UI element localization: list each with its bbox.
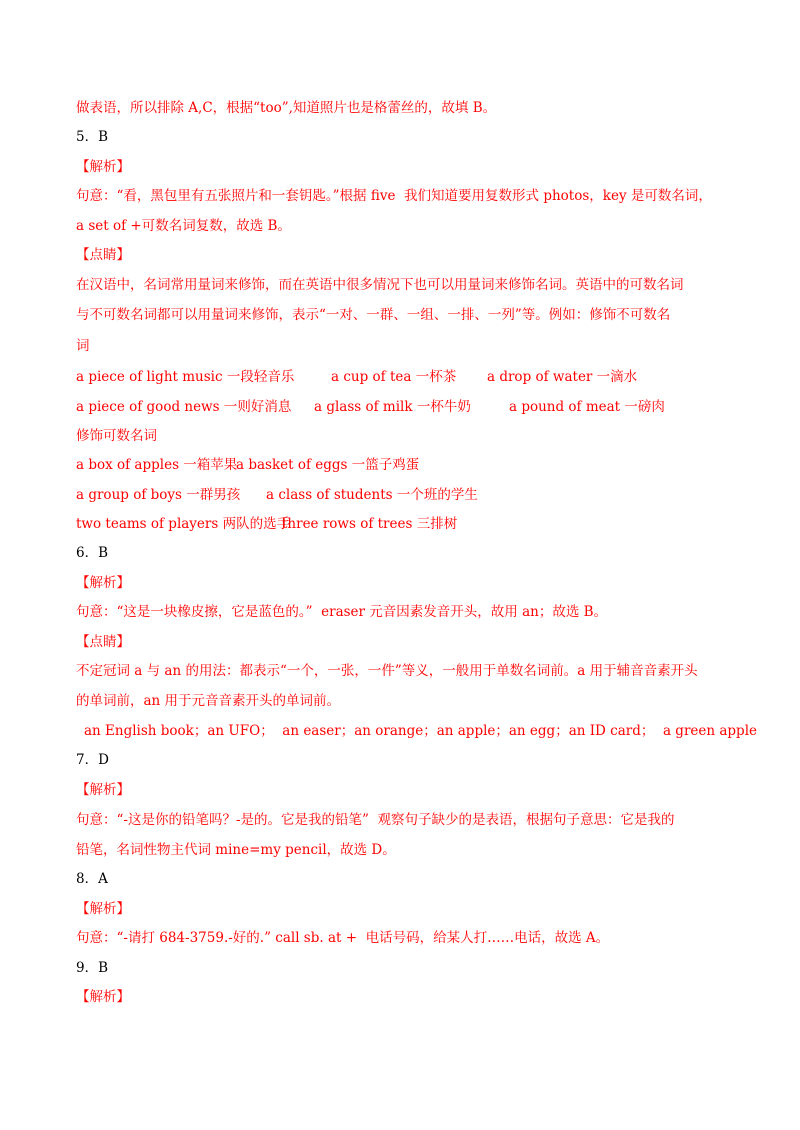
example-phrase: a pound of meat 一磅肉 <box>509 399 665 415</box>
answer-number: 7．D <box>76 752 109 768</box>
analysis-heading: 【解析】 <box>76 575 130 591</box>
example-phrase: two teams of players 两队的选手 <box>76 516 291 532</box>
answer-text: 做表语，所以排除 A,C，根据“too”,知道照片也是格蕾丝的，故填 B。 <box>76 100 497 116</box>
example-phrase: a basket of eggs 一篮子鸡蛋 <box>236 457 420 473</box>
analysis-text: a set of +可数名词复数，故选 B。 <box>76 218 291 234</box>
tip-heading: 【点睛】 <box>76 247 130 263</box>
example-phrase: a class of students 一个班的学生 <box>266 487 478 503</box>
answer-number: 6．B <box>76 545 109 561</box>
example-phrase: a group of boys 一群男孩 <box>76 487 241 503</box>
analysis-heading: 【解析】 <box>76 159 130 175</box>
analysis-text: 句意：“-这是你的铅笔吗？-是的。它是我的铅笔” 观察句子缺少的是表语，根据句子意思：它是我的 <box>76 812 675 828</box>
tip-text: 在汉语中，名词常用量词来修饰，而在英语中很多情况下也可以用量词来修饰名词。英语中的可数名词 <box>76 277 684 293</box>
example-phrase: a piece of good news 一则好消息 <box>76 399 292 415</box>
answer-number: 5．B <box>76 129 109 145</box>
section-label: 修饰可数名词 <box>76 428 157 444</box>
analysis-heading: 【解析】 <box>76 989 130 1005</box>
tip-text: an English book；an UFO； an easer；an orange；an apple；an egg；an ID card； a green apple <box>84 723 758 739</box>
example-phrase: a piece of light music 一段轻音乐 <box>76 369 295 385</box>
analysis-text: 句意：“-请打 684-3759.-好的.” call sb. at + 电话号码，给某人打……电话，故选 A。 <box>76 930 610 946</box>
tip-text: 词 <box>76 338 90 354</box>
example-phrase: three rows of trees 三排树 <box>282 516 458 532</box>
answer-number: 8．A <box>76 871 108 887</box>
analysis-heading: 【解析】 <box>76 782 130 798</box>
example-phrase: a drop of water 一滴水 <box>487 369 638 385</box>
analysis-text: 铅笔，名词性物主代词 mine=my pencil，故选 D。 <box>76 842 396 858</box>
answer-number: 9．B <box>76 960 109 976</box>
example-phrase: a box of apples 一箱苹果 <box>76 457 238 473</box>
tip-text: 与不可数名词都可以用量词来修饰，表示“一对、一群、一组、一排、一列”等。例如：修饰不可数名 <box>76 307 671 323</box>
analysis-text: 句意：“这是一块橡皮擦，它是蓝色的。” eraser 元音因素发音开头，故用 an；故选 B。 <box>76 604 608 620</box>
example-phrase: a cup of tea 一杯茶 <box>331 369 457 385</box>
analysis-heading: 【解析】 <box>76 901 130 917</box>
tip-heading: 【点睛】 <box>76 634 130 650</box>
example-phrase: a glass of milk 一杯牛奶 <box>314 399 471 415</box>
tip-text: 不定冠词 a 与 an 的用法：都表示“一个，一张，一件”等义，一般用于单数名词前。a 用于辅音音素开头 <box>76 663 698 679</box>
tip-text: 的单词前，an 用于元音音素开头的单词前。 <box>76 693 341 709</box>
analysis-text: 句意：“看，黑包里有五张照片和一套钥匙。”根据 five 我们知道要用复数形式 photos，key 是可数名词， <box>76 188 712 204</box>
